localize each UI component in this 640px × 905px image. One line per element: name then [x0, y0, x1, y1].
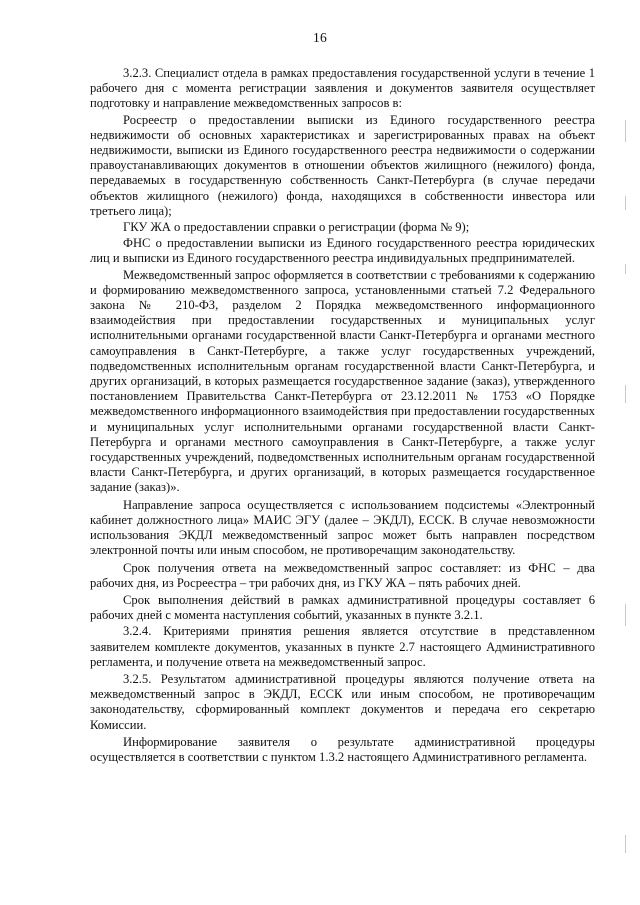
paragraph-3-2-3: 3.2.3. Специалист отдела в рамках предоставления государственной услуги в течение 1 рабочего дня с момента регистрации заявления и документов заявителя осуществляет подготовку и направление межведомственных запросов в: — [90, 66, 595, 111]
paragraph-procedure-duration: Срок выполнения действий в рамках административной процедуры составляет 6 рабочих дней с момента наступления событий, указанных в пункте 3.2.1. — [90, 592, 595, 623]
paragraph-3-2-4: 3.2.4. Критериями принятия решения является отсутствие в представленном заявителем комплекте документов, указанных в пункте 2.7 настоящего Административного регламента, и получение ответа на межведомственный запрос. — [90, 624, 595, 669]
scan-edge-mark — [625, 264, 626, 274]
scan-edge-mark — [625, 604, 626, 626]
paragraph-gku-zha-request: ГКУ ЖА о предоставлении справки о регистрации (форма № 9); — [123, 220, 470, 235]
paragraph-rosreestr-request: Росреестр о предоставлении выписки из Единого государственного реестра недвижимости об основных характеристиках и зарегистрированных правах на объект недвижимости, выписки из Единого государственного реестра недвижимости о содержании правоустанавливающих документов в отношении объектов жилищного (нежилого) фонда, передаваемых в государственную собственность Санкт-Петербурга (в случае передачи объектов жилищного (нежилого) фонда, находящихся в собственности инвестора или третьего лица); — [90, 112, 595, 218]
page-number: 16 — [313, 30, 327, 45]
scan-edge-mark — [625, 835, 626, 853]
scan-edge-mark — [625, 120, 626, 142]
paragraph-request-channel: Направление запроса осуществляется с использованием подсистемы «Электронный кабинет должностного лица» МАИС ЭГУ (далее – ЭКДЛ), ЕССК. В случае невозможности использования ЭКДЛ межведомственный запрос может быть направлен посредством электронной почты или иным способом, не противоречащим законодательству. — [90, 497, 595, 558]
paragraph-fns-request: ФНС о предоставлении выписки из Единого государственного реестра юридических лиц и выписки из Единого государственного реестра индивидуальных предпринимателей. — [90, 236, 595, 266]
paragraph-request-requirements: Межведомственный запрос оформляется в соответствии с требованиями к содержанию и формированию межведомственного запроса, установленными статьей 7.2 Федерального закона № 210-ФЗ, разделом 2 Порядка межведомственного информационного взаимодействия при предоставлении государственных и муниципальных услуг исполнительными органами государственной власти Санкт-Петербурга и органами местного самоуправления в Санкт-Петербурге, а также услуг государственных учреждений, подведомственных исполнительным органам государственной власти Санкт-Петербурга, и других организаций, в которых размещается государственное задание (заказ), утвержденного постановлением Правительства Санкт-Петербурга от 23.12.2011 № 1753 «О Порядке межведомственного информационного взаимодействия при предоставлении государственных и муниципальных услуг исполнительными органами государственной власти Санкт-Петербурга и органами местного самоуправления в Санкт-Петербурге, а также услуг государственных учреждений, подведомственных исполнительным органам государственной власти Санкт-Петербурга, и других организаций, в которых размещается государственное задание (заказ)». — [90, 267, 595, 495]
scan-edge-mark — [625, 196, 626, 210]
scan-edge-mark — [625, 385, 626, 403]
paragraph-applicant-notification: Информирование заявителя о результате административной процедуры осуществляется в соответствии с пунктом 1.3.2 настоящего Административного регламента. — [90, 734, 595, 764]
document-body — [90, 66, 595, 766]
paragraph-response-deadline: Срок получения ответа на межведомственный запрос составляет: из ФНС – два рабочих дня, из Росреестра – три рабочих дня, из ГКУ ЖА – пять рабочих дней. — [90, 560, 595, 590]
paragraph-3-2-5: 3.2.5. Результатом административной процедуры являются получение ответа на межведомственный запрос в ЭКДЛ, ЕССК или иным способом, не противоречащим законодательству, сформированный комплект документов и передача его секретарю Комиссии. — [90, 671, 595, 732]
